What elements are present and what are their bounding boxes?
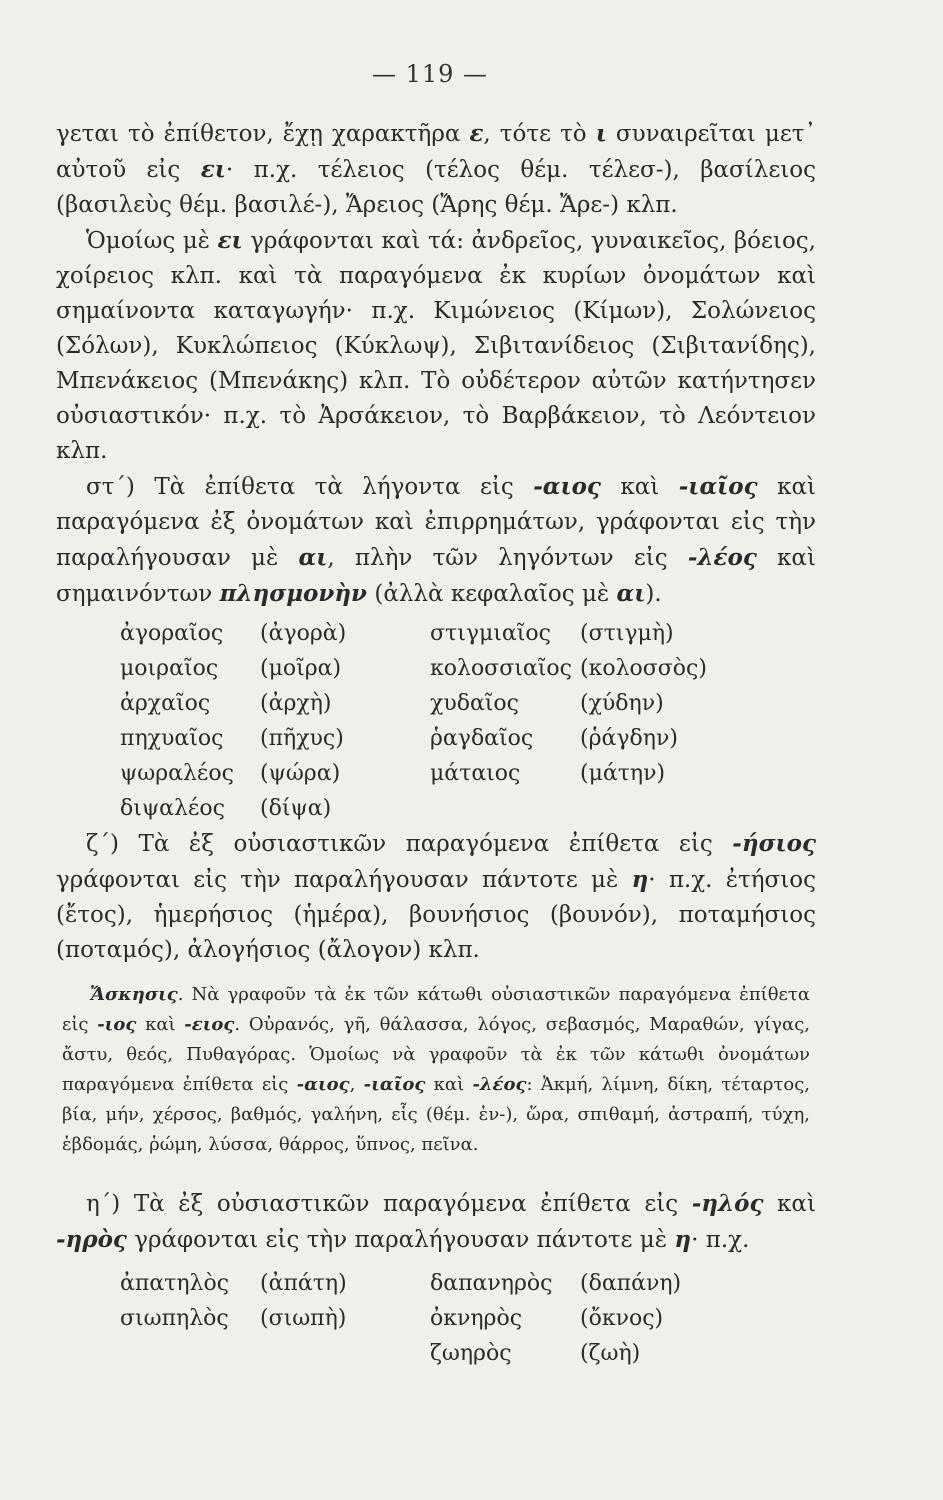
table-row: ψωραλέος (ψώρα) μάταιος (μάτην) <box>120 761 666 786</box>
exercise-text: Ἄσκησις. Νὰ γραφοῦν τὰ ἐκ τῶν κάτωθι οὐσιαστικῶν παραγόμενα ἐπίθετα εἰς -ιος καὶ -ειος. Οὐρανός, γῆ, θάλασσα, λόγος, σεβασμός, Μαραθών, γίγας, ἄστυ, θεός, Πυθαγόρας. Ὁμοίως νὰ γραφοῦν τὰ ἐκ τῶν κάτωθι ὀνομάτων παραγόμενα ἐπίθετα εἰς -αιος, -ιαῖος καὶ -λέος: Ἀκμή, λίμνη, δίκη, τέταρτος, βία, μήν, χέρσος, βαθμός, γαλήνη, εἷς (θέμ. ἑν-), ὥρα, σπιθαμή, ἀστραπή, τύχη, ἑβδομάς, ῥώμη, λύσσα, θάρρος, ὕπνος, πεῖνα. <box>62 984 811 1155</box>
paragraph-continued: γεται τὸ ἐπίθετον, ἔχῃ χαρακτῆρα ε, τότε τὸ ι συναιρεῖται μετ᾿ αὐτοῦ εἰς ει· π.χ. τέλειος (τέλος θέμ. τέλεσ-), βασίλειος (βασιλεὺς θέμ. βασιλέ-), Ἄρειος (Ἄρης θέμ. Ἄρε-) κλπ. <box>56 120 816 218</box>
main-text <box>56 116 816 612</box>
word-table-ilos <box>120 1266 760 1371</box>
table-row: ζωηρὸς (ζωὴ) <box>430 1341 641 1366</box>
page-number: — 119 — <box>371 60 489 88</box>
table-row: ἀρχαῖος (ἀρχὴ) χυδαῖος (χύδην) <box>120 691 664 716</box>
word-table-aios <box>120 616 760 826</box>
paragraph-omoios: Ὁμοίως μὲ ει γράφονται καὶ τά: ἀνδρεῖος, γυναικεῖος, βόειος, χοίρειος κλπ. καὶ τὰ παραγόμενα ἐκ κυρίων ὀνομάτων καὶ σημαίνοντα καταγωγήν· π.χ. Κιμώνειος (Κίμων), Σολώνειος (Σόλων), Κυκλώπειος (Κύκλωψ), Σιβιτανίδειος (Σιβιτανίδης), Μπενάκειος (Μπενάκης) κλπ. Τὸ οὐδέτερον αὐτῶν κατήντησεν οὐσιαστικόν· π.χ. τὸ Ἀρσάκειον, τὸ Βαρβάκειον, τὸ Λεόντειον κλπ. <box>56 227 816 464</box>
table-row: ἀγοραῖος (ἀγορὰ) στιγμιαῖος (στιγμὴ) <box>120 621 674 646</box>
paragraph-h: η΄) Τὰ ἐξ οὐσιαστικῶν παραγόμενα ἐπίθετα εἰς -ηλός καὶ -ηρὸς γράφονται εἰς τὴν παραλήγουσαν πάντοτε μὲ η· π.χ. <box>56 1190 816 1253</box>
table-row: σιωπηλὸς (σιωπὴ) ὀκνηρὸς (ὄκνος) <box>120 1306 664 1331</box>
table-row: πηχυαῖος (πῆχυς) ῥαγδαῖος (ῥάγδην) <box>120 726 678 751</box>
table-row: ἀπατηλὸς (ἀπάτη) δαπανηρὸς (δαπάνη) <box>120 1271 682 1296</box>
exercise-block <box>62 980 810 1160</box>
paragraph-h-block <box>56 1186 816 1258</box>
paragraph-z: ζ΄) Τὰ ἐξ οὐσιαστικῶν παραγόμενα ἐπίθετα εἰς -ήσιος γράφονται εἰς τὴν παραλήγουσαν πάντοτε μὲ η· π.χ. ἐτήσιος (ἔτος), ἡμερήσιος (ἡμέρα), βουνήσιος (βουνόν), ποταμήσιος (ποταμός), ἀλογήσιος (ἄλογον) κλπ. <box>56 830 816 963</box>
table-row: μοιραῖος (μοῖρα) κολοσσιαῖος (κολοσσὸς) <box>120 656 707 681</box>
paragraph-st: στ΄) Τὰ ἐπίθετα τὰ λήγοντα εἰς -αιος καὶ -ιαῖος καὶ παραγόμενα ἐξ ὀνομάτων καὶ ἐπιρρημάτων, γράφονται εἰς τὴν παραλήγουσαν μὲ αι, πλὴν τῶν ληγόντων εἰς -λέος καὶ σημαινόντων πλησμονὴν (ἀλλὰ κεφαλαῖος μὲ αι). <box>56 473 816 607</box>
table-row: διψαλέος (δίψα) <box>120 796 332 821</box>
paragraph-z-block <box>56 826 816 968</box>
